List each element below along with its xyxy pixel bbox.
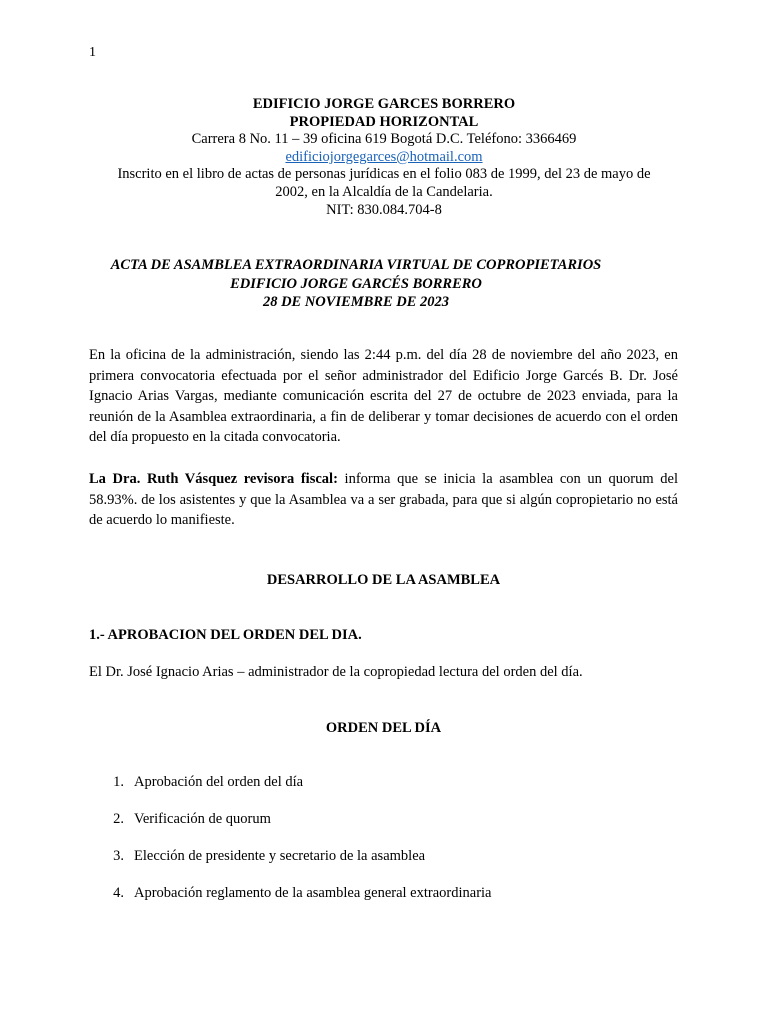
list-item-number: 2. [113, 811, 124, 827]
letterhead [89, 96, 679, 219]
email-link[interactable]: edificiojorgegarces@hotmail.com [285, 148, 483, 165]
acta-title [89, 256, 623, 312]
list-item-text: Verificación de quorum [134, 811, 271, 827]
acta-title-line-3: 28 DE NOVIEMBRE DE 2023 [262, 294, 450, 310]
opening-paragraph: En la oficina de la administración, siendo las 2:44 p.m. del día 28 de noviembre del año 2023, en primera convocatoria efectuada por el señor administrador del Edificio Jorge Garcés B. Dr. José Ignacio Arias Vargas, mediante comunicación escrita del 27 de octubre de 2023 enviada, para la reunión de la Asamblea extraordinaria, a fin de deliberar y tomar decisiones de acuerdo con el orden del día propuesto en la citada convocatoria. [89, 347, 678, 446]
list-item [89, 885, 492, 922]
list-item-number: 3. [113, 848, 124, 864]
address-line: Carrera 8 No. 11 – 39 oficina 619 Bogotá D.C. Teléfono: 3366469 [191, 131, 577, 148]
list-item-number: 4. [113, 885, 124, 901]
item-1-title: 1.- APROBACION DEL ORDEN DEL DIA. [89, 627, 362, 643]
acta-title-line-2: EDIFICIO JORGE GARCÉS BORRERO [230, 275, 482, 292]
orden-title: ORDEN DEL DÍA [325, 720, 442, 736]
list-item-number: 1. [113, 774, 124, 790]
section-title: DESARROLLO DE LA ASAMBLEA [266, 572, 501, 588]
regime-label: PROPIEDAD HORIZONTAL [289, 113, 479, 130]
quorum-text: informa que se inicia la asamblea con un quorum del 58.93%. de los asistentes y que la Asamblea va a ser grabada, para que si algún copropietario no está de acuerdo lo manifieste. [89, 471, 678, 529]
list-item-text: Elección de presidente y secretario de la asamblea [134, 848, 426, 864]
admin-line: El Dr. José Ignacio Arias – administrador de la copropiedad lectura del orden del día. [89, 664, 583, 680]
list-item [89, 811, 492, 848]
agenda-list [89, 774, 492, 922]
nit-line: NIT: 830.084.704-8 [326, 201, 442, 218]
quorum-paragraph [89, 469, 678, 531]
list-item-text: Aprobación del orden del día [134, 774, 304, 790]
list-item [89, 774, 492, 811]
registry-line-2: 2002, en la Alcaldía de la Candelaria. [275, 183, 493, 200]
registry-line-1: Inscrito en el libro de actas de personas jurídicas en el folio 083 de 1999, del 23 de mayo de [117, 166, 651, 183]
speaker-label: La Dra. Ruth Vásquez revisora fiscal: [89, 471, 338, 487]
acta-title-line-1: ACTA DE ASAMBLEA EXTRAORDINARIA VIRTUAL DE COPROPIETARIOS [110, 257, 602, 273]
list-item-text: Aprobación reglamento de la asamblea general extraordinaria [134, 885, 492, 901]
building-name: EDIFICIO JORGE GARCES BORRERO [252, 96, 516, 112]
page-number: 1 [89, 45, 96, 60]
list-item [89, 848, 492, 885]
